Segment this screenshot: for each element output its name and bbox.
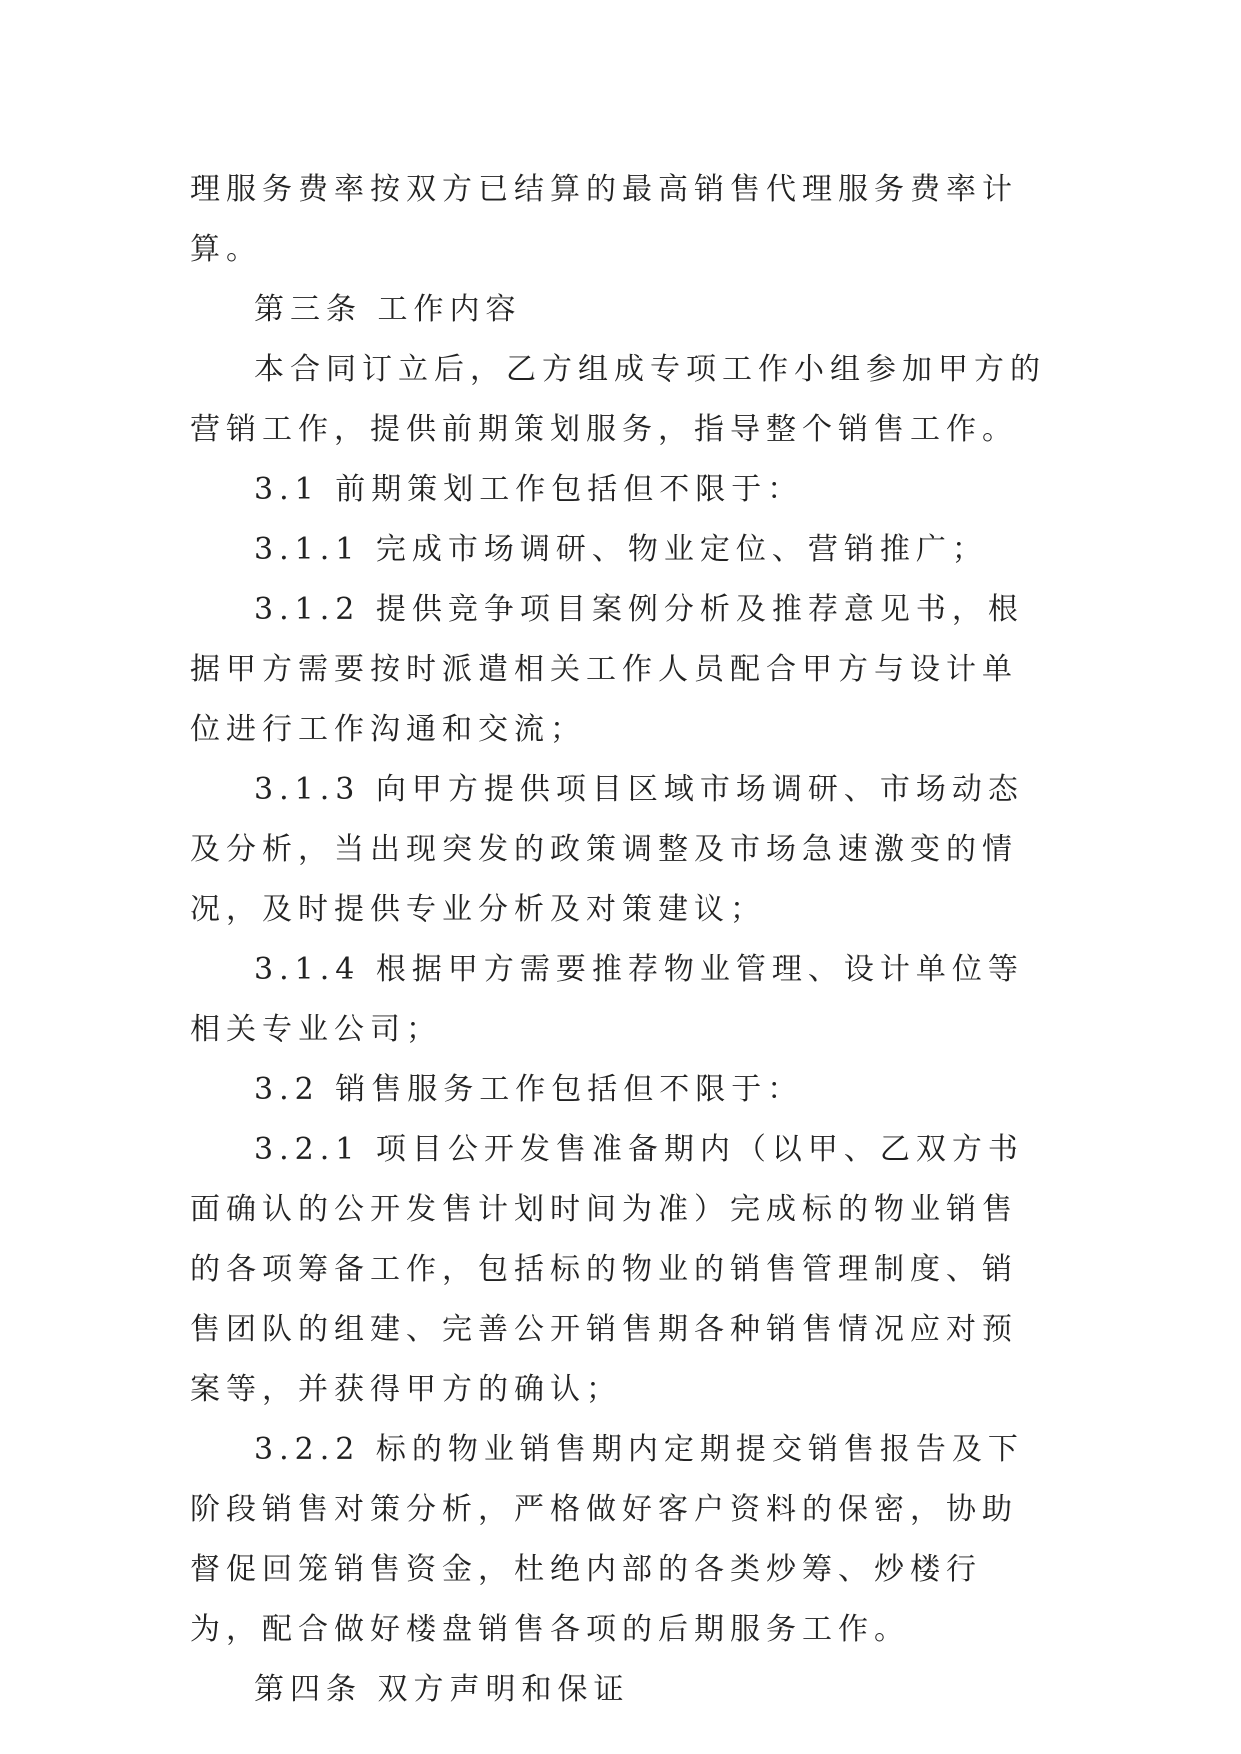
article-3-heading: 第三条 工作内容: [254, 292, 522, 327]
paragraph-work-intro: 本合同订立后，乙方组成专项工作小组参加甲方的营销工作，提供前期策划服务，指导整个销售工作。: [190, 352, 1046, 447]
document-body: [190, 160, 1050, 1720]
clause-3-1: 3.1 前期策划工作包括但不限于：: [254, 472, 804, 507]
paragraph-continuation: 理服务费率按双方已结算的最高销售代理服务费率计算。: [190, 172, 1018, 267]
clause-3-2-1: 3.2.1 项目公开发售准备期内（以甲、乙双方书面确认的公开发售计划时间为准）完成标的物业销售的各项筹备工作，包括标的物业的销售管理制度、销售团队的组建、完善公开销售期各种销售情况应对预案等，并获得甲方的确认；: [190, 1132, 1024, 1407]
clause-3-1-3: 3.1.3 向甲方提供项目区域市场调研、市场动态及分析，当出现突发的政策调整及市场急速激变的情况，及时提供专业分析及对策建议；: [190, 772, 1024, 927]
clause-3-1-1: 3.1.1 完成市场调研、物业定位、营销推广；: [254, 532, 988, 567]
clause-3-1-2: 3.1.2 提供竞争项目案例分析及推荐意见书，根据甲方需要按时派遣相关工作人员配合甲方与设计单位进行工作沟通和交流；: [190, 592, 1024, 747]
article-4-heading: 第四条 双方声明和保证: [254, 1672, 630, 1707]
clause-3-1-4: 3.1.4 根据甲方需要推荐物业管理、设计单位等相关专业公司；: [190, 952, 1024, 1047]
clause-3-2: 3.2 销售服务工作包括但不限于：: [254, 1072, 804, 1107]
clause-3-2-2: 3.2.2 标的物业销售期内定期提交销售报告及下阶段销售对策分析，严格做好客户资料的保密，协助督促回笼销售资金，杜绝内部的各类炒筹、炒楼行为，配合做好楼盘销售各项的后期服务工作。: [190, 1432, 1024, 1647]
